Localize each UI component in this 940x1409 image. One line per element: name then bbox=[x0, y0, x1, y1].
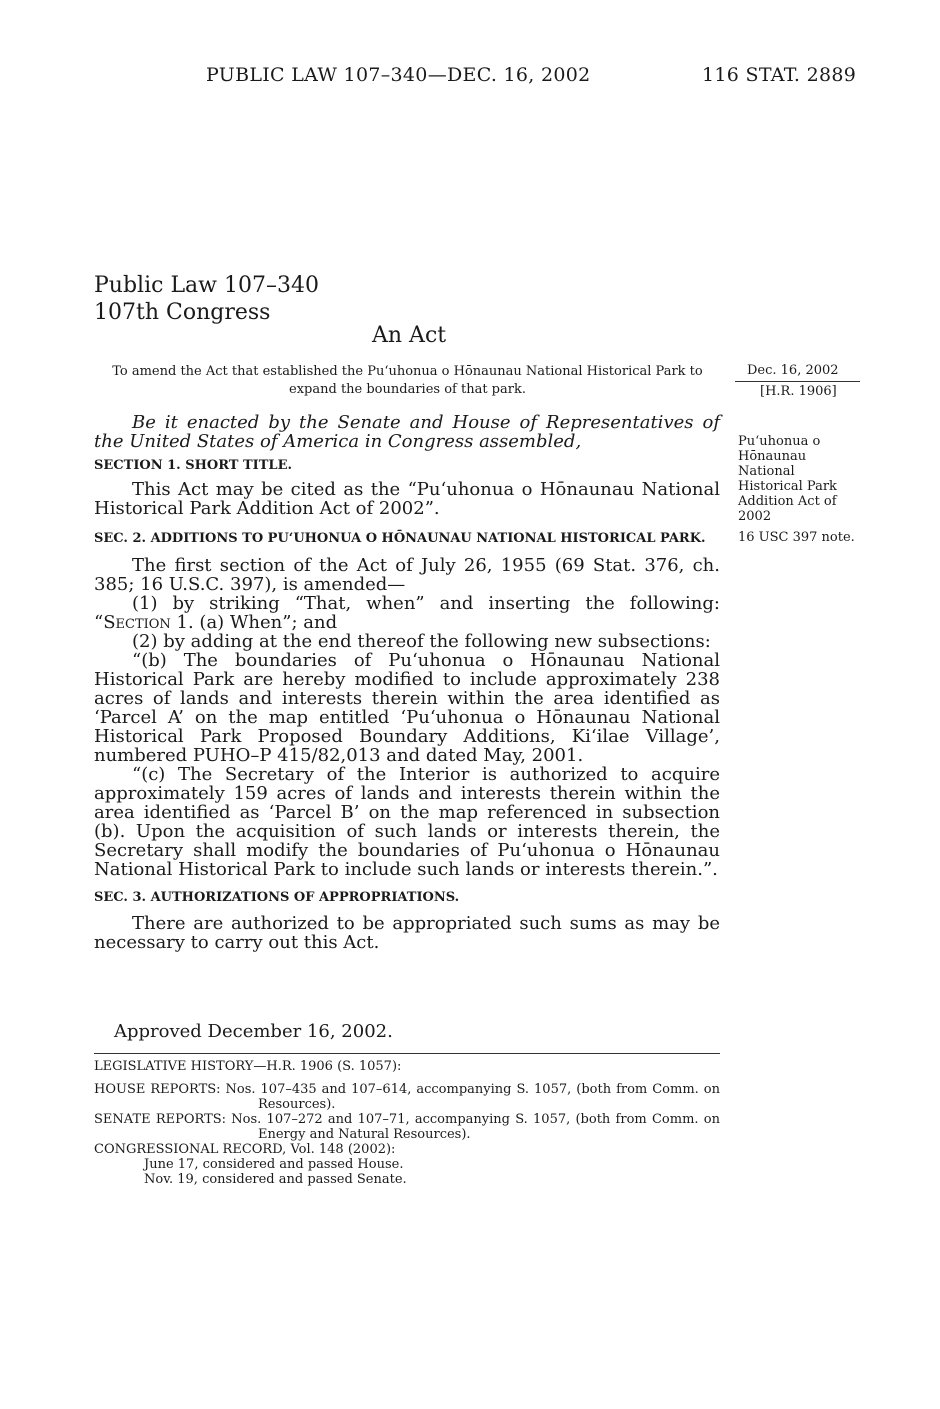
margin-date: Dec. 16, 2002 bbox=[747, 363, 839, 378]
legislative-history-heading: LEGISLATIVE HISTORY—H.R. 1906 (S. 1057): bbox=[94, 1059, 402, 1074]
act-purpose: To amend the Act that established the Pu‘uhonua o Hōnaunau National Historical Park to expand the boundaries of that park. bbox=[112, 364, 703, 397]
legislative-history bbox=[94, 1059, 720, 1187]
legislative-history-rule bbox=[94, 1053, 720, 1054]
section-2-item-1 bbox=[94, 594, 720, 632]
enacting-clause: Be it enacted by the Senate and House of Representatives of the United States of America in Congress assembled, bbox=[94, 412, 720, 452]
congressional-record: CONGRESSIONAL RECORD, Vol. 148 (2002): bbox=[94, 1142, 396, 1157]
item-1-text-b: 1. (a) When”; and bbox=[170, 612, 338, 633]
subsection-c: “(c) The Secretary of the Interior is authorized to acquire approximately 159 acres of lands and interests therein within the area identified as ‘Parcel B’ on the map referenced in subsection (b). Upon the acquisition of such lands or interests therein, the Secretary shall modify the boundaries of Pu‘uhonua o Hōnaunau National Historical Park to include such lands or interests therein.”. bbox=[94, 764, 720, 880]
record-action: Nov. 19, considered and passed Senate. bbox=[144, 1172, 407, 1187]
section-2-heading: SEC. 2. ADDITIONS TO PU‘UHONUA O HŌNAUNAU NATIONAL HISTORICAL PARK. bbox=[94, 531, 706, 546]
running-head-left: PUBLIC LAW 107–340—DEC. 16, 2002 bbox=[206, 64, 591, 86]
section-1-text: This Act may be cited as the “Pu‘uhonua o Hōnaunau National Historical Park Addition Act of 2002”. bbox=[94, 479, 720, 519]
margin-bill-number: [H.R. 1906] bbox=[760, 384, 837, 399]
margin-usc-note: 16 USC 397 note. bbox=[738, 530, 855, 545]
subsection-b: “(b) The boundaries of Pu‘uhonua o Hōnaunau National Historical Park are hereby modified to include approximately 238 acres of lands and interests therein within the area identified as ‘Parcel A’ on the map entitled ‘Pu‘uhonua o Hōnaunau National Historical Park Proposed Boundary Additions, Ki‘ilae Village’, numbered PUHO–P 415/82,013 and dated May, 2001. bbox=[94, 650, 720, 766]
public-law-number: Public Law 107–340 bbox=[94, 273, 319, 298]
section-3-heading: SEC. 3. AUTHORIZATIONS OF APPROPRIATIONS. bbox=[94, 890, 460, 905]
section-3-text: There are authorized to be appropriated such sums as may be necessary to carry out this Act. bbox=[94, 913, 720, 953]
margin-divider bbox=[735, 381, 860, 382]
record-action: June 17, considered and passed House. bbox=[144, 1157, 404, 1172]
section-2-item-2: (2) by adding at the end thereof the following new subsections: bbox=[132, 631, 711, 652]
section-1-heading: SECTION 1. SHORT TITLE. bbox=[94, 458, 293, 473]
running-head-right: 116 STAT. 2889 bbox=[702, 64, 857, 86]
congress-number: 107th Congress bbox=[94, 300, 271, 325]
item-1-small-caps: Section bbox=[103, 612, 171, 633]
approval-date: Approved December 16, 2002. bbox=[114, 1021, 393, 1042]
section-2-intro: The first section of the Act of July 26, 1955 (69 Stat. 376, ch. 385; 16 U.S.C. 397), is amended— bbox=[94, 555, 720, 595]
item-1-text-a: (1) by striking “That, when” and inserting the following: “ bbox=[94, 593, 720, 633]
an-act-heading: An Act bbox=[372, 323, 447, 348]
senate-reports: SENATE REPORTS: Nos. 107–272 and 107–71, accompanying S. 1057, (both from Comm. on Energy and Natural Resources). bbox=[94, 1112, 720, 1142]
margin-short-title-note: Pu‘uhonua o Hōnaunau National Historical Park Addition Act of 2002 bbox=[738, 434, 837, 524]
act-body bbox=[94, 413, 720, 952]
house-reports: HOUSE REPORTS: Nos. 107–435 and 107–614, accompanying S. 1057, (both from Comm. on Resources). bbox=[94, 1082, 720, 1112]
